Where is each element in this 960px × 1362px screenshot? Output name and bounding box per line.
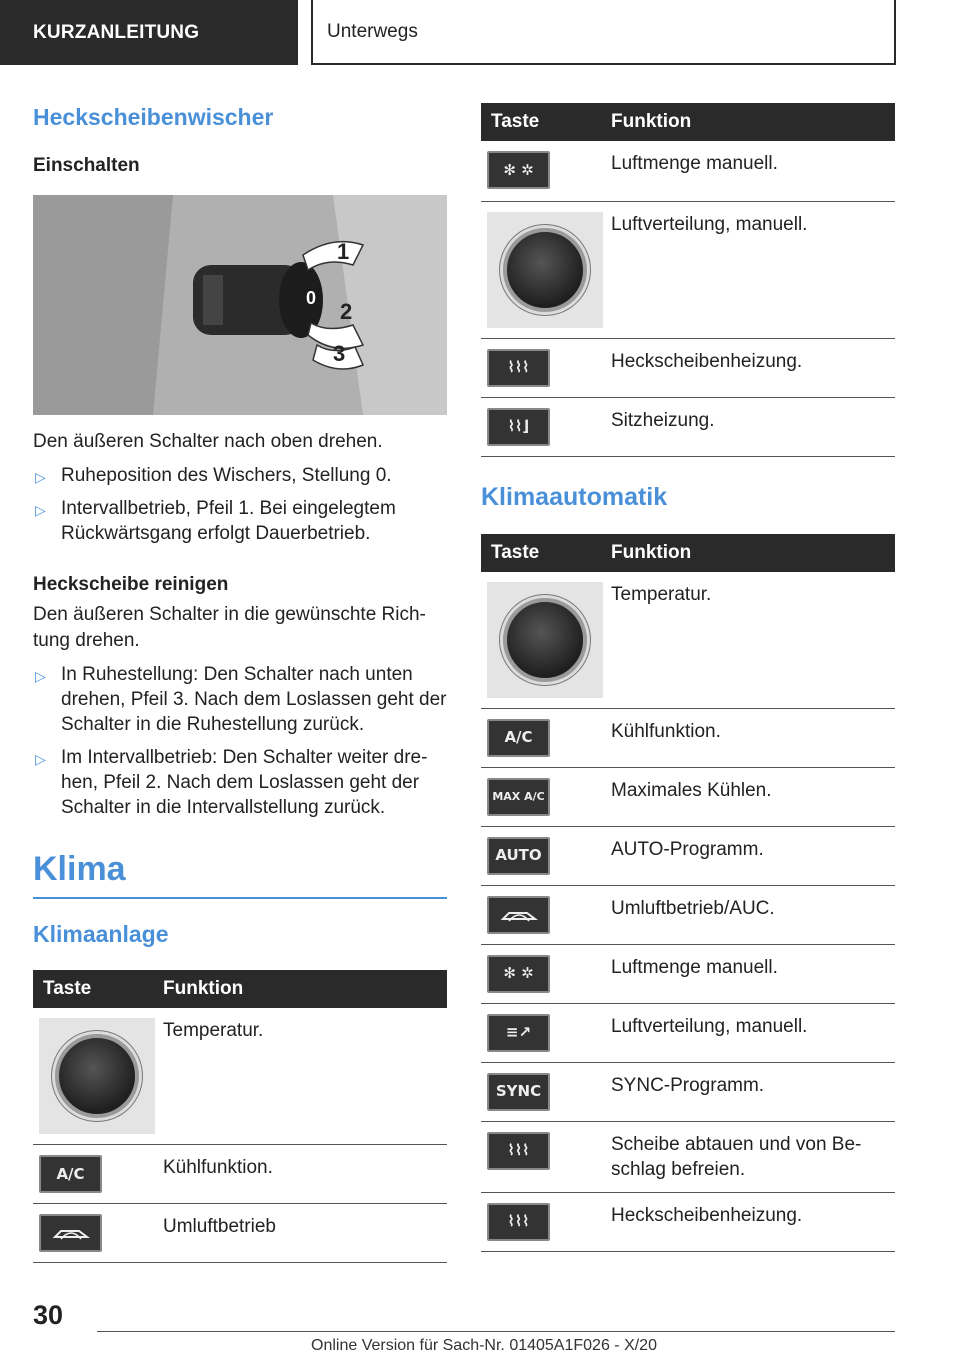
function-text: Heckscheibenheizung. (603, 1192, 895, 1251)
right-column (481, 103, 895, 1252)
function-text: Luftverteilung, manuell. (603, 201, 895, 338)
list-item (33, 463, 447, 488)
table-row (481, 141, 895, 201)
table-row (481, 201, 895, 338)
arrow-icon: ▷ (35, 469, 46, 485)
wiper-stalk-photo (33, 195, 447, 415)
clean-steps-list (33, 662, 447, 820)
left-column (33, 100, 447, 1263)
function-text: Scheibe abtauen und von Be‐ schlag befreien. (603, 1121, 895, 1192)
air-distribution-icon: ≡↗ (487, 1014, 550, 1052)
table-row (481, 338, 895, 397)
footer-text: Online Version für Sach-Nr. 01405A1F026 - X/20 (311, 1337, 657, 1354)
chapter-tab (311, 0, 896, 65)
column-header-key: Taste (33, 970, 155, 1008)
subheading-clean-rear-window: Heckscheibe reinigen (33, 574, 229, 595)
klimaautomatik-table (481, 534, 895, 1252)
function-text: Sitzheizung. (603, 397, 895, 456)
function-text: Kühlfunktion. (155, 1145, 447, 1204)
rear-window-heating-icon: ⌇⌇⌇ (487, 349, 550, 387)
section-tab (0, 0, 298, 65)
table-row (481, 397, 895, 456)
function-text: Umluftbetrieb (155, 1204, 447, 1263)
list-item (33, 496, 447, 546)
rear-window-heating-icon: ⌇⌇⌇ (487, 1203, 550, 1241)
table-row (481, 708, 895, 767)
function-text: Umluftbetrieb/AUC. (603, 885, 895, 944)
section-title: KURZANLEITUNG (33, 21, 200, 43)
wiper-position-list (33, 463, 447, 546)
function-text: Luftverteilung, manuell. (603, 1003, 895, 1062)
chapter-title: Unterwegs (327, 20, 418, 42)
seat-heating-icon: ⌇⌇⌋ (487, 408, 550, 446)
arrow-icon: ▷ (35, 751, 46, 767)
table-row (481, 826, 895, 885)
photo-label-1: 1 (337, 239, 350, 264)
photo-label-3: 3 (333, 341, 346, 366)
heading-klimaanlage: Klimaanlage (33, 921, 169, 947)
column-header-function: Funktion (603, 534, 895, 572)
footer-divider (97, 1331, 895, 1332)
recirculation-auc-icon (487, 896, 550, 934)
list-item-text: Im Intervallbetrieb: Den Schalter weiter dre‐ hen, Pfeil 2. Nach dem Loslassen geht der Schalter in die Intervallstellung zurück. (61, 747, 428, 818)
recirculation-icon (39, 1214, 102, 1252)
list-item (33, 662, 447, 737)
clean-instruction-text: Den äußeren Schalter in die gewünschte Rich‐ tung drehen. (33, 604, 426, 651)
function-text: Kühlfunktion. (603, 708, 895, 767)
function-text: Temperatur. (155, 1008, 447, 1145)
table-row (33, 1145, 447, 1204)
klimaanlage-table-continued (481, 103, 895, 457)
temperature-knob-icon (487, 582, 603, 698)
column-header-key: Taste (481, 534, 603, 572)
fan-icon: ✻ ✲ (487, 151, 550, 189)
arrow-icon: ▷ (35, 502, 46, 518)
function-text: Luftmenge manuell. (603, 944, 895, 1003)
heading-klimaautomatik: Klimaautomatik (481, 482, 668, 511)
auto-button-icon: AUTO (487, 837, 550, 875)
list-item (33, 745, 447, 820)
function-text: Maximales Kühlen. (603, 767, 895, 826)
function-text: Temperatur. (603, 572, 895, 709)
table-row (33, 1008, 447, 1145)
subheading-switch-on: Einschalten (33, 155, 140, 176)
table-row (481, 1062, 895, 1121)
ac-button-icon: A/C (487, 719, 550, 757)
max-ac-button-icon: MAX A/C (487, 778, 550, 816)
table-row (481, 767, 895, 826)
klimaanlage-table (33, 970, 447, 1263)
function-text: Luftmenge manuell. (603, 141, 895, 201)
column-header-function: Funktion (155, 970, 447, 1008)
function-text: SYNC-Programm. (603, 1062, 895, 1121)
instruction-text: Den äußeren Schalter nach oben drehen. (33, 431, 383, 452)
list-item-text: Ruheposition des Wischers, Stellung 0. (61, 465, 392, 486)
list-item-text: Intervallbetrieb, Pfeil 1. Bei eingelegtem Rückwärtsgang erfolgt Dauerbetrieb. (61, 498, 396, 544)
fan-icon: ✻ ✲ (487, 955, 550, 993)
table-row (481, 885, 895, 944)
photo-label-0: 0 (306, 288, 317, 308)
table-row (481, 1121, 895, 1192)
photo-label-2: 2 (340, 299, 353, 324)
air-distribution-knob-icon (487, 212, 603, 328)
table-row (481, 1003, 895, 1062)
heading-klima: Klima (33, 850, 447, 899)
defrost-max-icon: ⌇⌇⌇ (487, 1132, 550, 1170)
table-row (33, 1204, 447, 1263)
page-number: 30 (33, 1300, 64, 1330)
arrow-icon: ▷ (35, 668, 46, 684)
temperature-knob-icon (39, 1018, 155, 1134)
sync-button-icon: SYNC (487, 1073, 550, 1111)
table-row (481, 572, 895, 709)
function-text: AUTO-Programm. (603, 826, 895, 885)
table-row (481, 944, 895, 1003)
column-header-key: Taste (481, 103, 603, 141)
heading-rear-wiper: Heckscheibenwischer (33, 104, 274, 130)
wiper-stalk-illustration (33, 195, 447, 415)
list-item-text: In Ruhestellung: Den Schalter nach unten drehen, Pfeil 3. Nach dem Loslassen geht der Schalter in die Ruhestellung zurück. (61, 664, 447, 735)
ac-button-icon: A/C (39, 1155, 102, 1193)
function-text: Heckscheibenheizung. (603, 338, 895, 397)
column-header-function: Funktion (603, 103, 895, 141)
table-row (481, 1192, 895, 1251)
